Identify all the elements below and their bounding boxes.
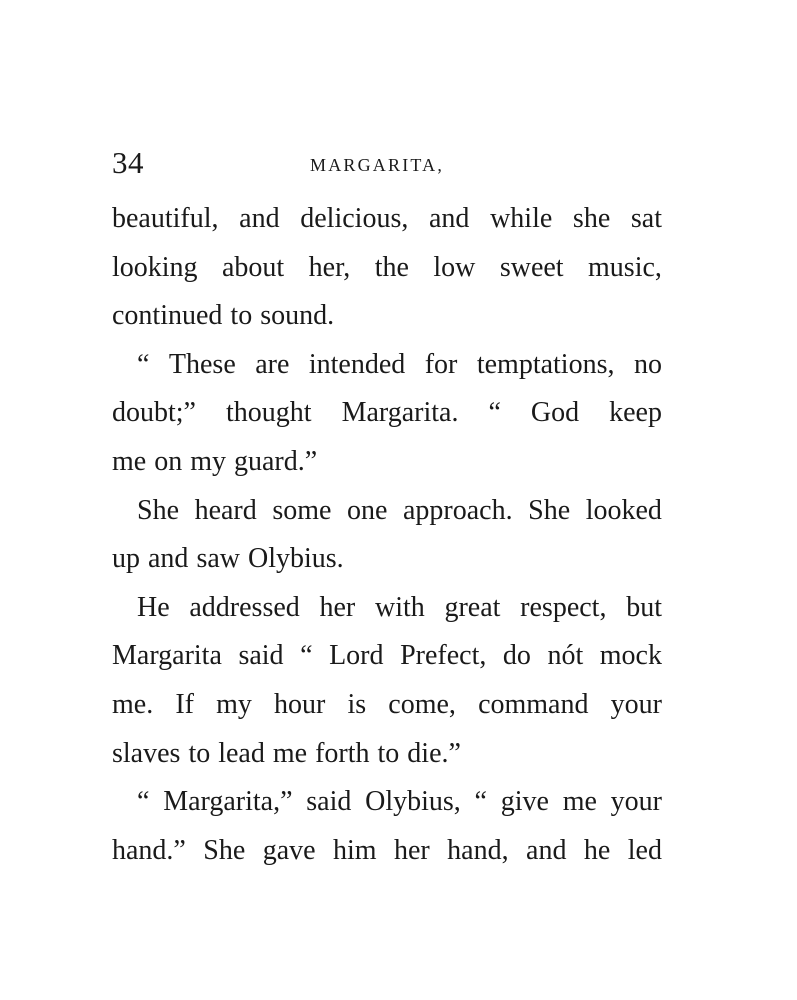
word: me	[112, 445, 147, 477]
word: forth	[315, 737, 370, 769]
text-line	[112, 244, 662, 293]
word: great	[444, 591, 501, 623]
word: die.”	[407, 737, 461, 769]
word: her,	[308, 251, 351, 283]
word: and	[526, 834, 567, 866]
word: about	[222, 251, 285, 283]
text-line	[112, 730, 662, 779]
word: God	[530, 397, 580, 429]
word: her	[393, 834, 430, 866]
text-line	[112, 389, 662, 438]
text-line	[112, 487, 662, 536]
word: do	[502, 640, 531, 672]
word: delicious,	[300, 203, 409, 234]
word: “	[137, 348, 150, 380]
word: “	[474, 786, 487, 818]
text-line	[112, 438, 662, 487]
running-title: MARGARITA,	[310, 155, 445, 175]
word: he	[583, 834, 611, 866]
word: “	[300, 640, 313, 672]
word: and	[148, 543, 189, 575]
word: no	[633, 348, 662, 380]
word: for	[424, 348, 458, 380]
word: are	[255, 348, 290, 380]
word: hour	[274, 688, 326, 720]
word: continued	[112, 300, 223, 332]
word: to	[377, 737, 400, 769]
text-line	[112, 341, 662, 390]
word: to	[230, 300, 253, 332]
word: her	[319, 591, 356, 623]
word: hand,	[447, 834, 509, 866]
word: looking	[112, 251, 198, 283]
text-line	[112, 827, 662, 876]
body-text	[112, 195, 662, 875]
word: me.	[112, 688, 154, 720]
word: hand.”	[112, 834, 186, 866]
word: up	[112, 543, 140, 575]
word: He	[137, 591, 170, 623]
word: She	[528, 494, 571, 526]
word: saw	[196, 543, 240, 575]
word: nót	[547, 640, 584, 672]
text-line	[112, 632, 662, 681]
word: on	[154, 445, 183, 477]
word: while	[490, 203, 553, 234]
word: thought	[226, 397, 312, 429]
page-number: 34	[112, 145, 144, 180]
word: Olybius.	[247, 543, 344, 575]
word: Margarita.	[341, 397, 459, 429]
word: some	[272, 494, 332, 526]
word: to	[188, 737, 211, 769]
word: give	[500, 786, 549, 818]
word: respect,	[520, 591, 607, 623]
word: Margarita	[112, 640, 222, 672]
word: looked	[585, 494, 662, 526]
word: doubt;”	[112, 397, 196, 429]
word: one	[346, 494, 388, 526]
word: Prefect,	[400, 640, 487, 672]
word: She	[137, 494, 179, 526]
word: She	[203, 834, 246, 866]
text-line	[112, 778, 662, 827]
word: lead	[218, 737, 265, 769]
text-line	[112, 681, 662, 730]
word: my	[216, 688, 252, 720]
word: him	[332, 834, 377, 866]
word: sound.	[260, 300, 335, 332]
word: Margarita,”	[163, 786, 293, 818]
word: led	[627, 834, 662, 866]
word: “	[137, 786, 150, 818]
word: with	[374, 591, 425, 623]
word: heard	[194, 494, 257, 526]
word: Olybius,	[365, 786, 461, 818]
word: music,	[588, 251, 662, 283]
text-line	[112, 195, 662, 244]
word: but	[626, 591, 662, 623]
word: intended	[308, 348, 406, 380]
word: guard.”	[234, 445, 318, 477]
text-line	[112, 584, 662, 633]
word: addressed	[189, 591, 300, 623]
word: the	[374, 251, 409, 283]
word: said	[306, 786, 352, 818]
text-line	[112, 292, 662, 341]
word: command	[478, 688, 589, 720]
running-head	[112, 145, 660, 185]
word: If	[175, 688, 194, 720]
word: and	[239, 203, 280, 234]
word: me	[562, 786, 597, 818]
word: Lord	[329, 640, 384, 672]
word: beautiful,	[112, 203, 219, 234]
word: she	[572, 203, 611, 234]
word: my	[190, 445, 226, 477]
word: your	[610, 786, 662, 818]
word: me	[272, 737, 308, 769]
word: and	[428, 203, 470, 234]
word: said	[238, 640, 284, 672]
word: is	[347, 688, 367, 720]
word: temptations,	[476, 348, 615, 380]
text-line	[112, 535, 662, 584]
word: approach.	[402, 494, 513, 526]
word: come,	[388, 688, 456, 720]
word: These	[168, 348, 236, 380]
word: “	[488, 397, 501, 429]
word: sweet	[499, 251, 564, 283]
word: low	[433, 251, 476, 283]
word: keep	[609, 397, 662, 429]
word: sat	[630, 203, 662, 234]
word: gave	[262, 834, 316, 866]
word: slaves	[112, 737, 181, 769]
word: mock	[599, 640, 662, 672]
word: your	[610, 688, 662, 720]
